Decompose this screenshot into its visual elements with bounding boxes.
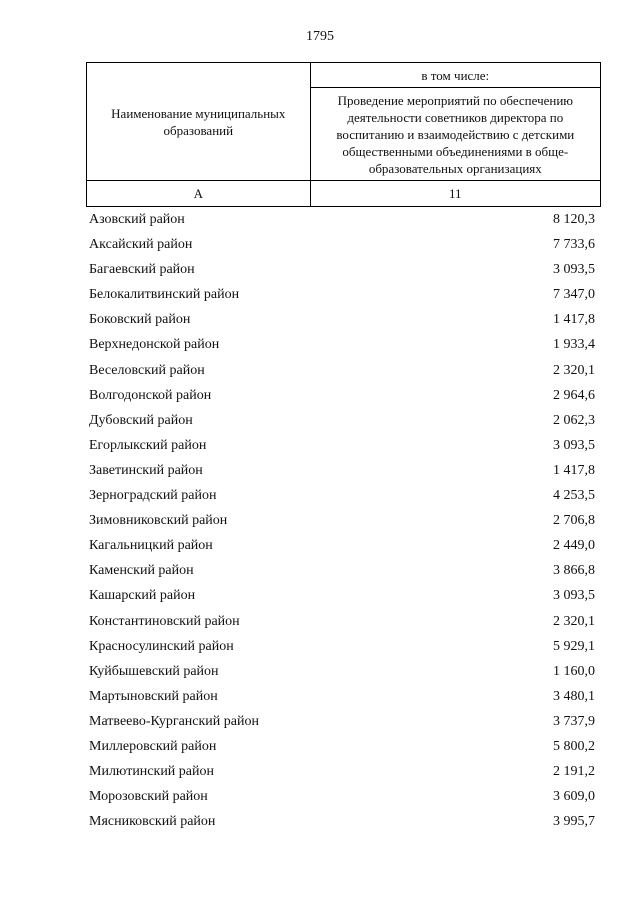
municipality-name: Верхнедонской район (89, 337, 220, 353)
municipality-value: 1 160,0 (553, 663, 595, 679)
municipality-value: 2 706,8 (553, 513, 595, 529)
table-row (89, 634, 595, 659)
table-row (89, 332, 595, 357)
column-header-name: Наименование муниципальных образований (87, 63, 311, 181)
column-header-group: в том числе: (310, 63, 600, 88)
table-row (89, 759, 595, 784)
municipality-value: 7 733,6 (553, 237, 595, 253)
column-header-description: Проведение мероприятий по обеспечению деятельности советников директора по воспитанию и взаимодействию с детскими общественными объединениями в обще-образовательных организациях (310, 88, 600, 181)
municipality-value: 2 062,3 (553, 412, 595, 428)
column-label-a: А (87, 181, 311, 207)
municipality-value: 3 609,0 (553, 789, 595, 805)
municipality-value: 1 417,8 (553, 312, 595, 328)
table-row (89, 207, 595, 232)
municipality-name: Красносулинский район (89, 638, 234, 654)
municipality-name: Егорлыкский район (89, 437, 207, 453)
table-row (89, 433, 595, 458)
table-row (89, 734, 595, 759)
municipality-value: 3 093,5 (553, 262, 595, 278)
municipality-value: 3 480,1 (553, 688, 595, 704)
municipality-value: 2 964,6 (553, 387, 595, 403)
table-row (89, 358, 595, 383)
municipality-name: Белокалитвинский район (89, 287, 240, 303)
municipality-name: Заветинский район (89, 462, 203, 478)
table-row (89, 709, 595, 734)
municipality-value: 2 320,1 (553, 613, 595, 629)
table-row (89, 784, 595, 809)
table-row (89, 408, 595, 433)
municipality-name: Багаевский район (89, 262, 195, 278)
municipality-name: Константиновский район (89, 613, 240, 629)
municipality-value: 5 929,1 (553, 638, 595, 654)
table-row (89, 684, 595, 709)
table-row (89, 232, 595, 257)
municipality-name: Дубовский район (89, 412, 193, 428)
column-label-b: 11 (310, 181, 600, 207)
table-row (89, 257, 595, 282)
municipality-name: Милютинский район (89, 764, 215, 780)
table-row (89, 383, 595, 408)
municipality-name: Волгодонской район (89, 387, 212, 403)
table-row (89, 809, 595, 834)
municipality-name: Аксайский район (89, 237, 193, 253)
municipality-name: Каменский район (89, 563, 194, 579)
municipality-name: Куйбышевский район (89, 663, 219, 679)
table-row (89, 659, 595, 684)
table-body (89, 207, 595, 834)
municipality-value: 3 737,9 (553, 713, 595, 729)
table-row (89, 508, 595, 533)
municipality-name: Зимовниковский район (89, 513, 228, 529)
table-header (86, 62, 601, 207)
municipality-value: 2 191,2 (553, 764, 595, 780)
municipality-value: 1 417,8 (553, 462, 595, 478)
municipality-name: Боковский район (89, 312, 191, 328)
municipality-value: 7 347,0 (553, 287, 595, 303)
table-row (89, 307, 595, 332)
municipality-value: 3 866,8 (553, 563, 595, 579)
municipality-value: 3 093,5 (553, 437, 595, 453)
municipality-value: 4 253,5 (553, 488, 595, 504)
table-row (89, 583, 595, 608)
table-row (89, 483, 595, 508)
municipality-name: Кашарский район (89, 588, 196, 604)
table-row (89, 609, 595, 634)
municipality-name: Веселовский район (89, 362, 205, 378)
municipality-name: Кагальницкий район (89, 538, 213, 554)
municipality-value: 1 933,4 (553, 337, 595, 353)
municipality-name: Азовский район (89, 212, 185, 227)
page-number: 1795 (306, 29, 334, 44)
municipality-value: 8 120,3 (553, 212, 595, 227)
municipality-name: Мясниковский район (89, 814, 216, 830)
municipality-name: Мартыновский район (89, 688, 218, 704)
municipality-value: 2 449,0 (553, 538, 595, 554)
table-row (89, 282, 595, 307)
municipality-value: 2 320,1 (553, 362, 595, 378)
table-row (89, 458, 595, 483)
municipality-name: Миллеровский район (89, 738, 217, 754)
municipality-value: 3 995,7 (553, 814, 595, 830)
municipality-value: 5 800,2 (553, 738, 595, 754)
municipality-name: Морозовский район (89, 789, 208, 805)
municipality-value: 3 093,5 (553, 588, 595, 604)
municipality-name: Зерноградский район (89, 488, 217, 504)
table-row (89, 533, 595, 558)
table-row (89, 558, 595, 583)
municipality-name: Матвеево-Курганский район (89, 713, 259, 729)
